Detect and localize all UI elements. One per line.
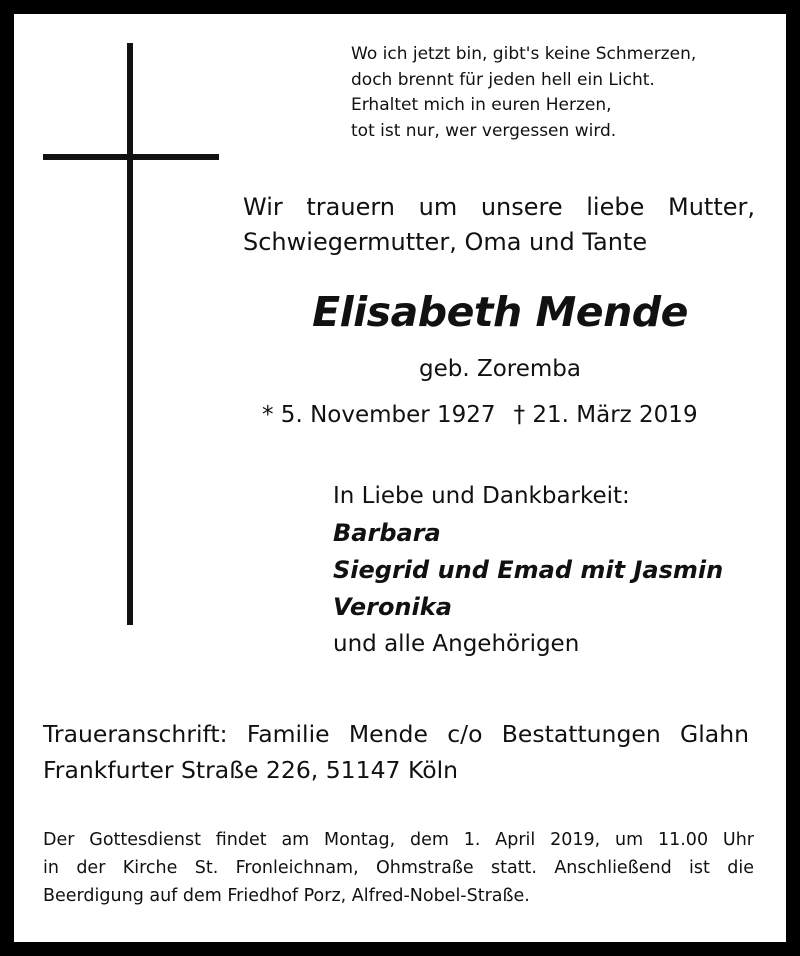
mourning-address [43, 716, 749, 788]
family-signature [333, 478, 723, 663]
mourning-intro [243, 190, 755, 260]
cross-icon-horizontal [43, 154, 219, 160]
family-member: Siegrid und Emad mit Jasmin [333, 556, 724, 584]
service-info [43, 826, 754, 910]
family-heading: In Liebe und Dankbarkeit: [333, 483, 630, 509]
service-line: Der Gottesdienst findet am Montag, dem 1. April 2019, um 11.00 Uhr [43, 830, 754, 850]
intro-line: Wir trauern um unsere liebe Mutter, [243, 193, 755, 221]
poem-line: doch brennt für jeden hell ein Licht. [351, 69, 655, 90]
death-date: † 21. März 2019 [513, 402, 698, 428]
service-line: in der Kirche St. Fronleichnam, Ohmstraße statt. Anschließend ist die [43, 858, 754, 878]
address-line: Traueranschrift: Familie Mende c/o Bestattungen Glahn [43, 720, 749, 748]
poem-line: Wo ich jetzt bin, gibt's keine Schmerzen, [351, 44, 697, 64]
life-dates [262, 402, 762, 428]
deceased-name: Elisabeth Mende [312, 288, 688, 336]
service-line: Beerdigung auf dem Friedhof Porz, Alfred-Nobel-Straße. [43, 886, 530, 906]
address-line: Frankfurter Straße 226, 51147 Köln [43, 756, 458, 784]
birth-date: * 5. November 1927 [262, 402, 496, 428]
poem-line: Erhaltet mich in euren Herzen, [351, 95, 612, 115]
poem-line: tot ist nur, wer vergessen wird. [351, 120, 617, 141]
cross-icon-vertical [127, 43, 133, 625]
family-member: Barbara [333, 519, 441, 547]
birth-name: geb. Zoremba [419, 356, 581, 382]
family-member: Veronika [333, 593, 452, 621]
intro-line: Schwiegermutter, Oma und Tante [243, 228, 648, 256]
poem [351, 42, 771, 144]
family-closing: und alle Angehörigen [333, 631, 580, 657]
